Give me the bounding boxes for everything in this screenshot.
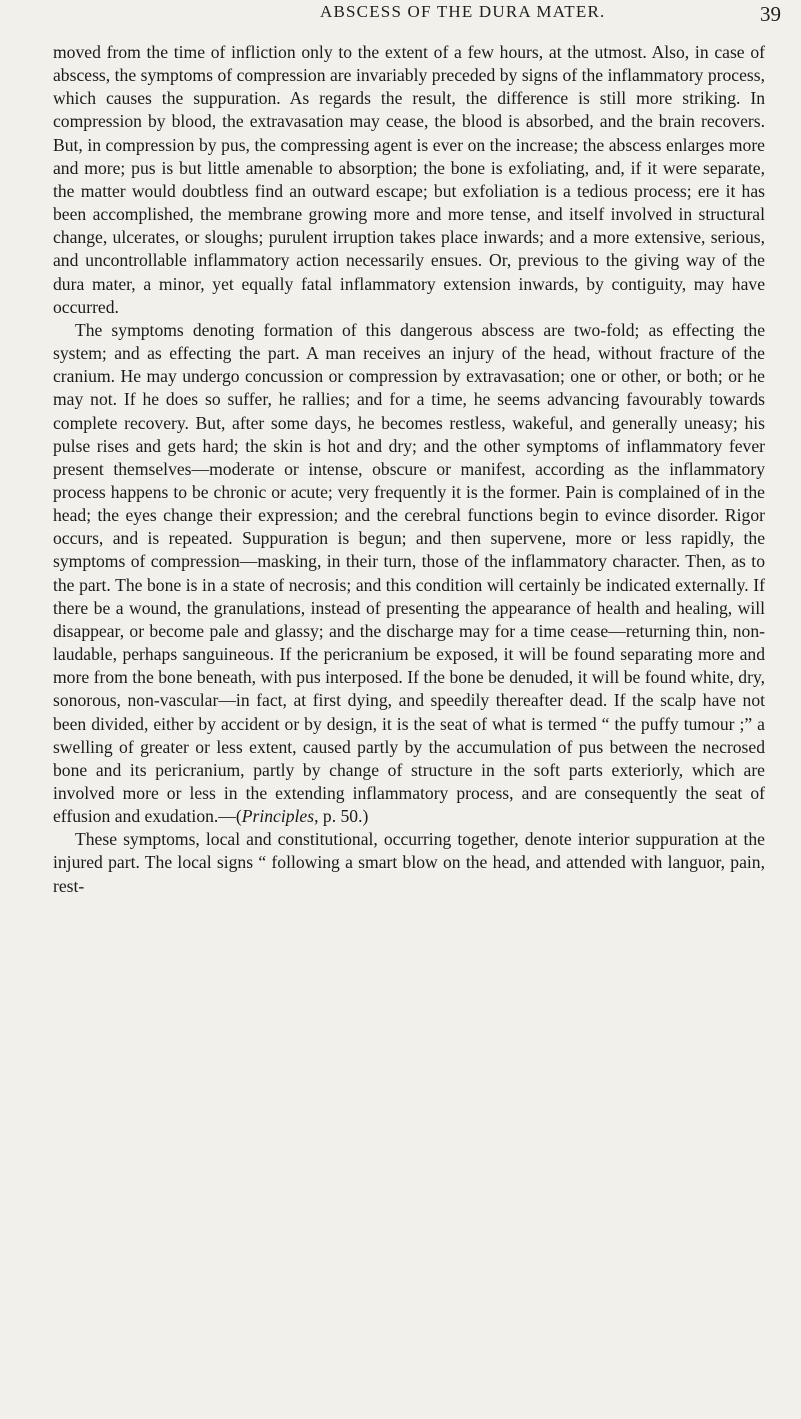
citation-title: Principles	[241, 806, 315, 827]
page-number: 39	[760, 2, 781, 26]
running-head: ABSCESS OF THE DURA MATER.	[320, 2, 606, 21]
paragraph-local-signs: These symptoms, local and constitutional, occurring together, denote interior suppuration at the injured part. The local signs “ following a smart blow on the head, and attended with languor, pain, rest-	[53, 829, 765, 896]
paragraph-symptoms-text: The symptoms denoting formation of this dangerous abscess are two-fold; as effecting the system; and as effecting the part. A man receives an injury of the head, without fracture of the cranium. He may undergo concussion or compression by extravasation; one or other, or both; or he may not. If he does so suffer, he rallies; and for a time, he seems advancing favourably towards complete recovery. But, after some days, he becomes restless, wakeful, and generally uneasy; his pulse rises and gets hard; the skin is hot and dry; and the other symptoms of inflammatory fever present themselves—moderate or intense, obscure or manifest, according as the inflammatory process happens to be chronic or acute; very frequently it is the former. Pain is complained of in the head; the eyes change their expression; and the cerebral functions begin to evince disorder. Rigor occurs, and is repeated. Suppuration is begun; and then supervene, more or less rapidly, the symptoms of compression—masking, in their turn, those of the inflammatory character. Then, as to the part. The bone is in a state of necrosis; and this condition will certainly be indicated externally. If there be a wound, the granulations, instead of presenting the appearance of health and healing, will disappear, or become pale and glassy; and the discharge may for a time cease—returning thin, non-laudable, perhaps sanguineous. If the pericranium be exposed, it will be found separating more and more from the bone beneath, with pus interposed. If the bone be denuded, it will be found white, dry, sonorous, non-vascular—in fact, at first dying, and speedily thereafter dead. If the scalp have not been divided, either by accident or by design, it is the seat of what is termed “ the puffy tumour ;” a swelling of greater or less extent, caused partly by the accumulation of pus between the necrosed bone and its pericranium, partly by change of structure in the soft parts exteriorly, which are involved more or less in the extending inflammatory process, and are consequently the seat of effusion and exudation.—(	[53, 319, 765, 827]
body-text	[53, 41, 765, 898]
citation-page: , p. 50.)	[314, 806, 369, 827]
paragraph-continuation: moved from the time of infliction only to the extent of a few hours, at the utmost. Also, in case of abscess, the symptoms of compression are invariably preceded by signs of the inflammatory process, which causes the suppuration. As regards the result, the difference is still more striking. In compression by blood, the extravasation may cease, the blood is absorbed, and the brain recovers. But, in compression by pus, the compressing agent is ever on the increase; the abscess enlarges more and more; pus is but little amenable to absorption; the bone is exfoliating, and, if it were separate, the matter would doubtless find an outward escape; but exfoliation is a tedious process; ere it has been accomplished, the membrane growing more and more tense, and itself involved in structural change, ulcerates, or sloughs; purulent irruption takes place inwards; and a more extensive, serious, and uncontrollable inflammatory action necessarily ensues. Or, previous to the giving way of the dura mater, a minor, yet equally fatal inflammatory extension inwards, by contiguity, may have occurred.	[53, 42, 765, 317]
paragraph-symptoms	[53, 319, 765, 828]
